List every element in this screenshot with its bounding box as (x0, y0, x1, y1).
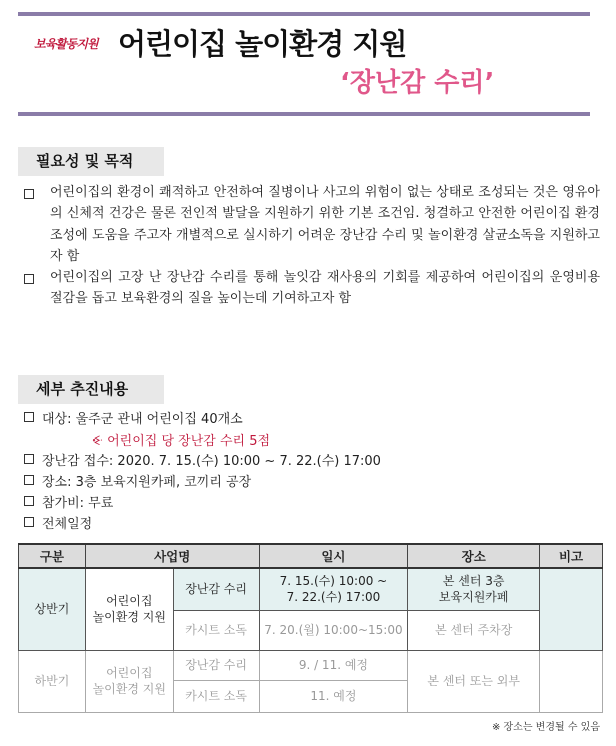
checkbox-bullet-icon (24, 454, 34, 464)
header-place: 장소 (408, 544, 540, 568)
header-date: 일시 (259, 544, 408, 568)
bullet-fee (24, 493, 113, 514)
page-title: 어린이집 놀이환경 지원 (118, 27, 407, 61)
checkbox-bullet-icon (24, 412, 34, 422)
checkbox-bullet-icon (24, 517, 34, 527)
purpose-paragraph-1 (24, 182, 600, 267)
purpose-paragraph-2 (24, 267, 600, 310)
target-sub-item (92, 430, 270, 449)
bottom-divider (18, 112, 590, 116)
section-heading-purpose: 필요성 및 목적 (18, 147, 164, 176)
table-header-row (19, 544, 603, 568)
bullet-target (24, 409, 243, 430)
checkbox-bullet-icon (24, 274, 34, 284)
checkbox-bullet-icon (24, 496, 34, 506)
place-cell: 본 센터 주차장 (408, 610, 540, 650)
date-cell: 7. 15.(수) 10:00 ~ 7. 22.(수) 17:00 (259, 568, 408, 610)
item-cell: 장난감 수리 (173, 650, 259, 680)
program-cell: 어린이집 놀이환경 지원 (85, 568, 173, 650)
checkbox-bullet-icon (24, 475, 34, 485)
item-cell: 장난감 수리 (173, 568, 259, 610)
date-cell: 7. 20.(월) 10:00~15:00 (259, 610, 408, 650)
bullet-text: 전체일정 (42, 517, 93, 532)
date-cell: 9. / 11. 예정 (259, 650, 408, 680)
table-row (19, 650, 603, 680)
period-cell: 하반기 (19, 650, 86, 712)
date-cell: 11. 예정 (259, 680, 408, 712)
bullet-reception (24, 451, 381, 472)
page-subtitle: ‘장난감 수리’ (340, 68, 495, 98)
table-row (19, 568, 603, 610)
section-heading-details: 세부 추진내용 (18, 375, 164, 404)
checkbox-bullet-icon (24, 189, 34, 199)
paragraph-text: 어린이집의 환경이 쾌적하고 안전하여 질병이나 사고의 위험이 없는 상태로 조성되는 것은 영유아의 신체적 건강은 물론 전인적 발달을 지원하기 위한 기본 조건임. 청결하고 안전한 어린이집 환경조성에 도움을 주고자 개별적으로 실시하기 어려운 장난감 수리 및 놀이환경 살균소독을 지원하고자 함 (50, 185, 600, 264)
footnote: ※ 장소는 변경될 수 있음 (491, 722, 600, 733)
program-cell: 어린이집 놀이환경 지원 (85, 650, 173, 712)
header-category: 구분 (19, 544, 86, 568)
target-sub-text: 어린이집 당 장난감 수리 5점 (107, 434, 271, 449)
header-note: 비고 (540, 544, 603, 568)
header-program: 사업명 (85, 544, 259, 568)
brand-label: 보육활동지원 (34, 37, 98, 51)
note-cell (540, 568, 603, 650)
bullet-schedule (24, 514, 92, 535)
paragraph-text: 어린이집의 고장 난 장난감 수리를 통해 놀잇감 재사용의 기회를 제공하여 어린이집의 운영비용 절감을 돕고 보육환경의 질을 높이는데 기여하고자 함 (50, 270, 600, 307)
top-divider (18, 12, 590, 16)
item-cell: 카시트 소독 (173, 680, 259, 712)
flourish-icon: ꔾ (92, 434, 103, 449)
place-cell: 본 센터 3층 보육지원카페 (408, 568, 540, 610)
schedule-table (18, 543, 603, 713)
bullet-text: 장소: 3층 보육지원카페, 코끼리 공장 (42, 475, 252, 490)
bullet-text: 장난감 접수: 2020. 7. 15.(수) 10:00 ~ 7. 22.(수) 17:00 (42, 454, 381, 469)
note-cell (540, 650, 603, 712)
bullet-place (24, 472, 251, 493)
period-cell: 상반기 (19, 568, 86, 650)
item-cell: 카시트 소독 (173, 610, 259, 650)
bullet-text: 참가비: 무료 (42, 496, 114, 511)
bullet-text: 대상: 울주군 관내 어린이집 40개소 (42, 412, 243, 427)
place-cell: 본 센터 또는 외부 (408, 650, 540, 712)
